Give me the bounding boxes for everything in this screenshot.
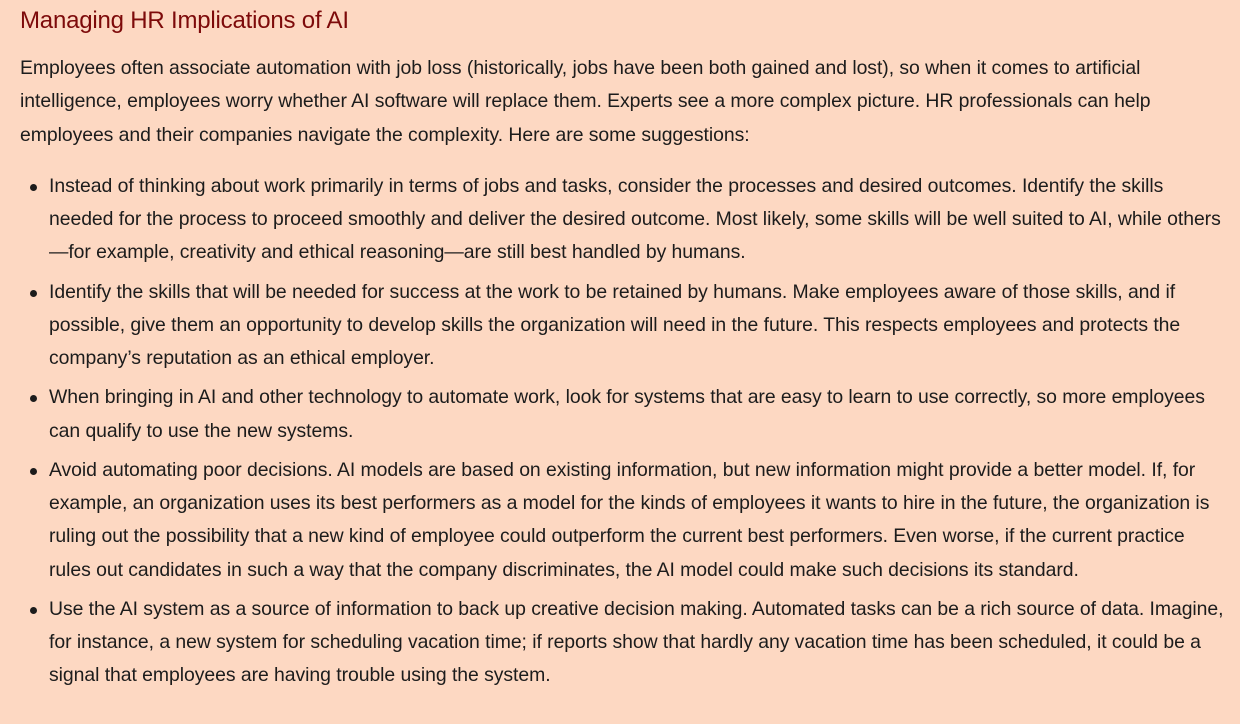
article-title: Managing HR Implications of AI (20, 7, 349, 34)
list-item-text: Identify the skills that will be needed for success at the work to be retained by humans. Make employees aware of those skills, and if possible, give them an opportunity to develop skills the organization will need in the future. This respects employees and protects the company’s reputation as an ethical employer. (49, 280, 1181, 370)
list-item-text: Instead of thinking about work primarily in terms of jobs and tasks, consider the processes and desired outcomes. Identify the skills needed for the process to proceed smoothly and deliver the desired outcome. Most likely, some skills will be well suited to AI, while others—for example, creativity and ethical reasoning—are still best handled by humans. (49, 174, 1221, 264)
list-item (20, 170, 1230, 270)
bullet-icon (30, 607, 37, 614)
bullet-icon (30, 184, 37, 191)
bullet-icon (30, 395, 37, 402)
list-item-text: Use the AI system as a source of information to back up creative decision making. Automated tasks can be a rich source of data. Imagine, for instance, a new system for scheduling vacation time; if reports show that hardly any vacation time has been scheduled, it could be a signal that employees are having trouble using the system. (49, 597, 1224, 687)
bullet-icon (30, 468, 37, 475)
list-item-text: Avoid automating poor decisions. AI models are based on existing information, but new information might provide a better model. If, for example, an organization uses its best performers as a model for the kinds of employees it wants to hire in the future, the organization is ruling out the possibility that a new kind of employee could outperform the current best performers. Even worse, if the current practice rules out candidates in such a way that the company discriminates, the AI model could make such decisions its standard. (49, 458, 1210, 581)
list-item-text: When bringing in AI and other technology to automate work, look for systems that are easy to learn to use correctly, so more employees can qualify to use the new systems. (49, 386, 1205, 442)
intro-paragraph: Employees often associate automation with job loss (historically, jobs have been both gained and lost), so when it comes to artificial intelligence, employees worry whether AI software will replace them. Experts see a more complex picture. HR professionals can help employees and their companies navigate the complexity. Here are some suggestions: (20, 57, 1151, 146)
suggestions-list (20, 170, 1230, 693)
list-item (20, 593, 1230, 693)
list-item (20, 454, 1230, 587)
list-item (20, 381, 1230, 448)
bullet-icon (30, 290, 37, 297)
list-item (20, 276, 1230, 376)
